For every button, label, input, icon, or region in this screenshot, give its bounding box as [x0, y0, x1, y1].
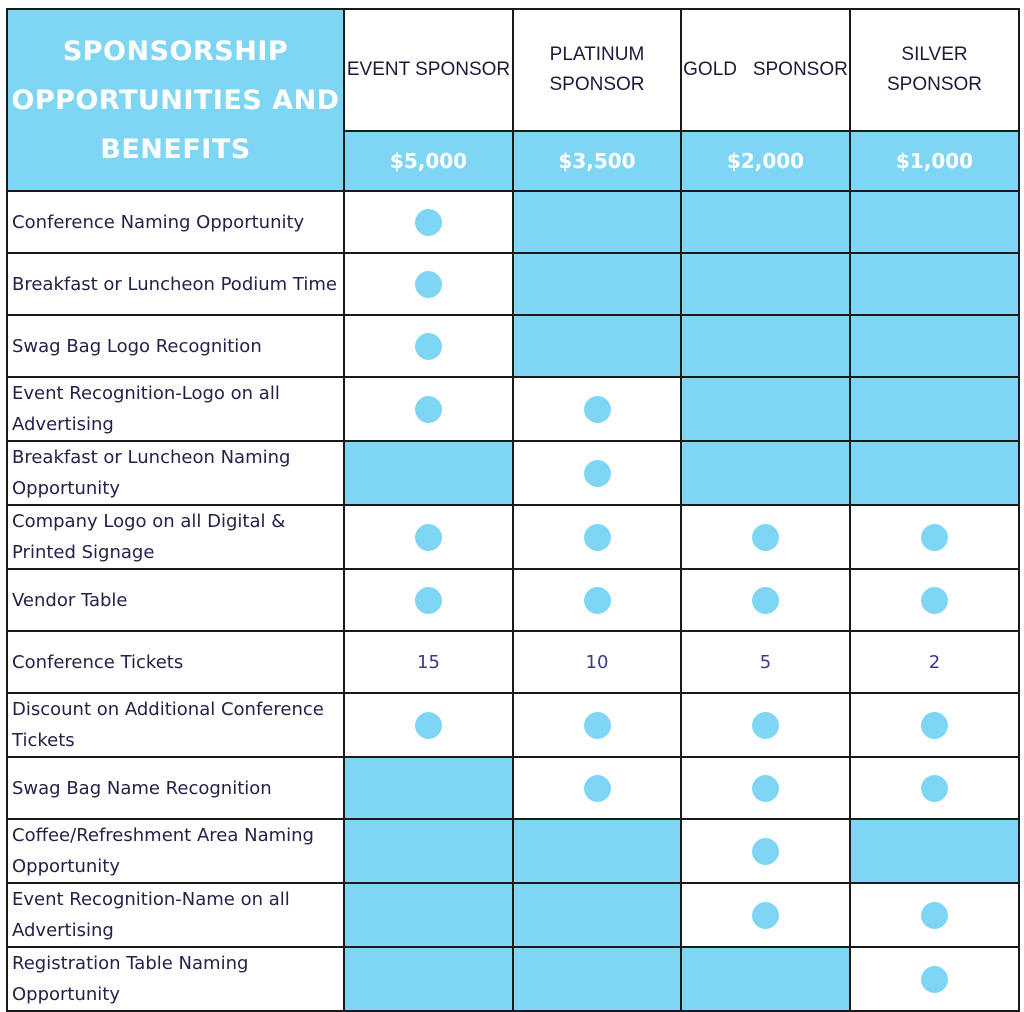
filled-circle-icon	[921, 712, 948, 739]
benefit-label	[7, 191, 344, 253]
benefit-not-included-cell	[344, 883, 513, 947]
tier-price: $2,000	[681, 131, 850, 191]
benefit-label-line: Company Logo on all Digital &	[12, 511, 286, 532]
tier-price: $3,500	[513, 131, 681, 191]
filled-circle-icon	[752, 775, 779, 802]
benefit-label-line: Discount on Additional Conference	[12, 699, 324, 720]
benefit-not-included-cell	[681, 191, 850, 253]
benefit-included-cell	[513, 441, 681, 505]
benefit-included-cell	[681, 757, 850, 819]
filled-circle-icon	[752, 587, 779, 614]
benefit-label-line: Opportunity	[12, 984, 121, 1005]
benefit-label	[7, 693, 344, 757]
benefit-included-cell	[850, 947, 1019, 1011]
filled-circle-icon	[752, 524, 779, 551]
benefit-label-line: Coffee/Refreshment Area Naming	[12, 825, 314, 846]
benefit-not-included-cell	[850, 441, 1019, 505]
table-row	[7, 441, 1019, 505]
benefit-label	[7, 757, 344, 819]
benefit-label	[7, 569, 344, 631]
filled-circle-icon	[921, 524, 948, 551]
filled-circle-icon	[415, 333, 442, 360]
benefit-not-included-cell	[513, 253, 681, 315]
table-row	[7, 947, 1019, 1011]
benefit-not-included-cell	[681, 441, 850, 505]
title-line: OPPORTUNITIES AND	[11, 84, 340, 116]
table-row	[7, 191, 1019, 253]
benefit-included-cell	[513, 377, 681, 441]
table-row	[7, 569, 1019, 631]
tier-name-cell	[681, 9, 850, 131]
filled-circle-icon	[415, 396, 442, 423]
benefit-included-cell	[850, 569, 1019, 631]
benefit-label	[7, 819, 344, 883]
ticket-count: 5	[759, 651, 772, 673]
benefit-included-cell	[344, 253, 513, 315]
benefit-label-line: Breakfast or Luncheon Podium Time	[12, 273, 337, 295]
ticket-count: 10	[585, 651, 609, 673]
tier-name: SPONSOR	[549, 74, 645, 95]
benefit-not-included-cell	[850, 377, 1019, 441]
tier-name: PLATINUM	[549, 44, 645, 65]
benefit-not-included-cell	[513, 819, 681, 883]
benefit-not-included-cell	[681, 947, 850, 1011]
tier-name-cell	[344, 9, 513, 131]
benefit-label-line: Tickets	[12, 730, 75, 751]
filled-circle-icon	[752, 712, 779, 739]
benefit-label	[7, 883, 344, 947]
benefit-label-line: Event Recognition-Logo on all	[12, 383, 280, 404]
table-row	[7, 757, 1019, 819]
benefit-not-included-cell	[850, 191, 1019, 253]
benefit-label	[7, 253, 344, 315]
benefit-not-included-cell	[681, 377, 850, 441]
benefit-label	[7, 505, 344, 569]
benefit-label-line: Printed Signage	[12, 542, 155, 563]
filled-circle-icon	[584, 524, 611, 551]
benefit-included-cell	[344, 377, 513, 441]
benefit-label-line: Swag Bag Logo Recognition	[12, 335, 262, 357]
benefit-not-included-cell	[681, 253, 850, 315]
title-line: SPONSORSHIP	[62, 35, 289, 67]
benefit-label	[7, 631, 344, 693]
title-line: BENEFITS	[100, 133, 251, 165]
ticket-count: 2	[928, 651, 941, 673]
benefit-label-line: Event Recognition-Name on all	[12, 889, 290, 910]
benefit-label-line: Vendor Table	[12, 589, 128, 611]
benefit-included-cell	[681, 569, 850, 631]
table-row	[7, 505, 1019, 569]
benefit-included-cell	[513, 693, 681, 757]
tier-name-cell	[850, 9, 1019, 131]
ticket-count-cell	[344, 631, 513, 693]
tier-name-cell	[513, 9, 681, 131]
benefit-included-cell	[850, 693, 1019, 757]
benefit-not-included-cell	[850, 315, 1019, 377]
benefit-not-included-cell	[513, 315, 681, 377]
filled-circle-icon	[415, 271, 442, 298]
filled-circle-icon	[752, 838, 779, 865]
benefit-not-included-cell	[344, 819, 513, 883]
benefit-label	[7, 441, 344, 505]
benefit-included-cell	[344, 693, 513, 757]
tier-price: $1,000	[850, 131, 1019, 191]
table-row	[7, 883, 1019, 947]
tier-name-row	[7, 9, 1019, 131]
filled-circle-icon	[584, 587, 611, 614]
benefit-included-cell	[513, 757, 681, 819]
filled-circle-icon	[752, 902, 779, 929]
filled-circle-icon	[921, 775, 948, 802]
benefit-not-included-cell	[850, 253, 1019, 315]
table-row	[7, 377, 1019, 441]
benefit-label-line: Breakfast or Luncheon Naming	[12, 447, 291, 468]
benefit-included-cell	[344, 191, 513, 253]
benefit-label-line: Opportunity	[12, 478, 121, 499]
benefit-included-cell	[850, 757, 1019, 819]
benefit-label-line: Conference Tickets	[12, 651, 184, 673]
benefit-not-included-cell	[513, 191, 681, 253]
benefit-included-cell	[344, 315, 513, 377]
table-row	[7, 631, 1019, 693]
benefit-included-cell	[681, 693, 850, 757]
filled-circle-icon	[921, 966, 948, 993]
benefit-label-line: Advertising	[12, 414, 114, 435]
benefit-included-cell	[850, 505, 1019, 569]
benefit-not-included-cell	[513, 947, 681, 1011]
benefit-included-cell	[850, 883, 1019, 947]
benefit-label-line: Registration Table Naming	[12, 953, 249, 974]
benefit-not-included-cell	[344, 757, 513, 819]
tier-name: EVENT SPONSOR	[346, 59, 511, 80]
filled-circle-icon	[584, 775, 611, 802]
benefit-included-cell	[513, 505, 681, 569]
filled-circle-icon	[415, 712, 442, 739]
benefit-not-included-cell	[681, 315, 850, 377]
benefit-label	[7, 377, 344, 441]
benefit-label-line: Advertising	[12, 920, 114, 941]
filled-circle-icon	[584, 712, 611, 739]
benefit-included-cell	[681, 819, 850, 883]
filled-circle-icon	[415, 209, 442, 236]
filled-circle-icon	[921, 587, 948, 614]
benefit-included-cell	[344, 505, 513, 569]
sponsorship-table	[6, 8, 1020, 1012]
filled-circle-icon	[415, 524, 442, 551]
benefit-label-line: Conference Naming Opportunity	[12, 211, 305, 233]
benefit-not-included-cell	[850, 819, 1019, 883]
tier-price: $5,000	[344, 131, 513, 191]
benefit-not-included-cell	[513, 883, 681, 947]
filled-circle-icon	[921, 902, 948, 929]
benefit-included-cell	[681, 505, 850, 569]
benefit-not-included-cell	[344, 947, 513, 1011]
ticket-count-cell	[850, 631, 1019, 693]
filled-circle-icon	[584, 396, 611, 423]
benefit-included-cell	[681, 883, 850, 947]
table-title	[7, 9, 344, 191]
table-row	[7, 315, 1019, 377]
ticket-count-cell	[513, 631, 681, 693]
ticket-count: 15	[417, 651, 440, 673]
table-row	[7, 693, 1019, 757]
table-row	[7, 253, 1019, 315]
tier-name: SILVER	[901, 44, 968, 65]
tier-name: GOLD SPONSOR	[683, 59, 848, 80]
benefit-included-cell	[513, 569, 681, 631]
ticket-count-cell	[681, 631, 850, 693]
benefit-label	[7, 315, 344, 377]
benefit-not-included-cell	[344, 441, 513, 505]
benefit-label-line: Swag Bag Name Recognition	[12, 777, 272, 799]
table-row	[7, 819, 1019, 883]
benefit-label-line: Opportunity	[12, 856, 121, 877]
benefit-label	[7, 947, 344, 1011]
benefit-included-cell	[344, 569, 513, 631]
tier-name: SPONSOR	[886, 74, 983, 95]
filled-circle-icon	[415, 587, 442, 614]
filled-circle-icon	[584, 460, 611, 487]
